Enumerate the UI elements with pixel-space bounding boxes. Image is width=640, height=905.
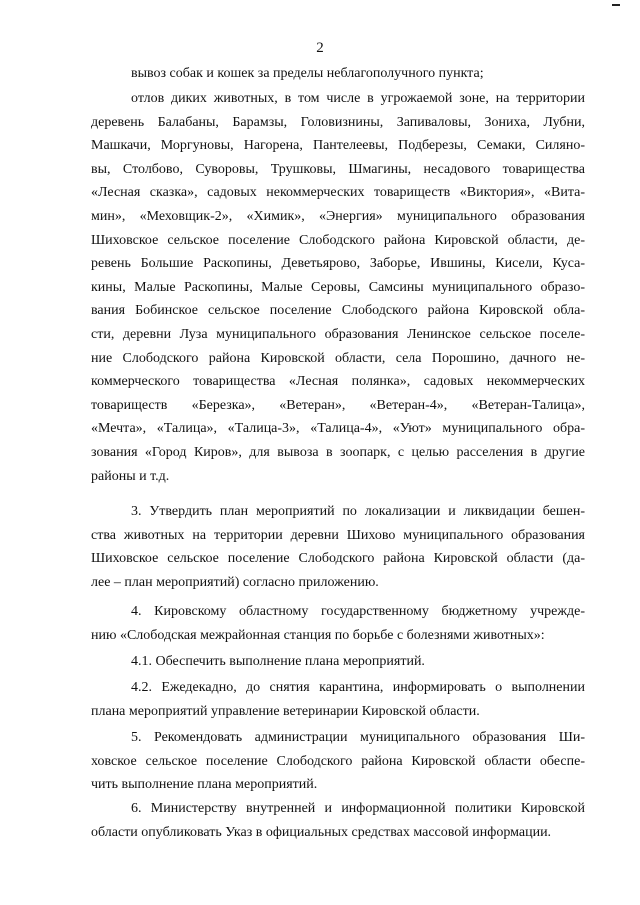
- text-line: товариществ «Березка», «Ветеран», «Ветеран-4», «Ветеран-Талица»,: [91, 397, 585, 413]
- text-line: 3. Утвердить план мероприятий по локализации и ликвидации бешен-: [131, 504, 585, 519]
- text-line: ревень Большие Раскопины, Деветьярово, Заборье, Ившины, Кисели, Куса-: [91, 256, 585, 272]
- text-line: сти, деревни Луза муниципального образования Ленинское сельское поселе-: [91, 326, 585, 342]
- paragraph-item-6: [91, 797, 585, 844]
- text-line: «Лесная сказка», садовых некоммерческих товариществ «Виктория», «Вита-: [91, 185, 585, 201]
- text-line: коммерческого товарищества «Лесная полянка», садовых некоммерческих: [91, 374, 585, 390]
- text-line: плана мероприятий управление ветеринарии Кировской области.: [91, 703, 480, 719]
- page-number: 2: [316, 40, 324, 56]
- text-line: отлов диких животных, в том числе в угрожаемой зоне, на территории: [131, 91, 585, 106]
- text-line: мин», «Меховщик-2», «Химик», «Энергия» муниципального образования: [91, 208, 585, 224]
- text-line: чить выполнение плана мероприятий.: [91, 777, 318, 793]
- text-line: 4.2. Ежедекадно, до снятия карантина, информировать о выполнении: [131, 680, 585, 695]
- paragraph-item-4-1: [91, 650, 585, 674]
- text-line: 5. Рекомендовать администрации муниципального образования Ши-: [131, 730, 585, 745]
- text-line: лее – план мероприятий) согласно приложению.: [91, 574, 379, 590]
- text-line: нию «Слободская межрайонная станция по борьбе с болезнями животных»:: [91, 627, 545, 643]
- text-line: ства животных на территории деревни Шихово муниципального образования: [91, 527, 585, 543]
- paragraph-item-3: [91, 500, 585, 594]
- text-line: ние Слободского района Кировской области, села Порошино, дачного не-: [91, 350, 585, 366]
- text-line: 4. Кировскому областному государственному бюджетному учрежде-: [131, 604, 585, 619]
- text-line: Шиховское сельское поселение Слободского района Кировской области, де-: [91, 232, 585, 248]
- scan-mark: [612, 4, 620, 6]
- text-line: «Мечта», «Талица», «Талица-3», «Талица-4», «Уют» муниципального обра-: [91, 421, 585, 437]
- text-line: вы, Столбово, Суворовы, Трушковы, Шмагины, несадового товарищества: [91, 161, 585, 177]
- text-line: районы и т.д.: [91, 468, 170, 484]
- text-line: деревень Балабаны, Барамзы, Головизнины, Запиваловы, Зониха, Лубни,: [91, 114, 585, 130]
- text-line: Шиховское сельское поселение Слободского района Кировской области (да-: [91, 551, 585, 567]
- text-line: вания Бобинское сельское поселение Слободского района Кировской обла-: [91, 303, 585, 319]
- text-line: зования «Город Киров», для вывоза в зоопарк, с целью расселения в другие: [91, 444, 585, 460]
- paragraph-wild-animal-capture: [91, 87, 585, 488]
- paragraph-dog-cat-removal: [91, 62, 585, 86]
- text-line: 6. Министерству внутренней и информационной политики Кировской: [131, 801, 585, 816]
- text-line: кины, Малые Раскопины, Малые Серовы, Самсины муниципального образо-: [91, 279, 585, 295]
- text-line: области опубликовать Указ в официальных средствах массовой информации.: [91, 824, 552, 840]
- text-line: вывоз собак и кошек за пределы неблагополучного пункта;: [131, 66, 484, 81]
- text-line: ховское сельское поселение Слободского района Кировской области обеспе-: [91, 753, 585, 769]
- paragraph-item-4-2: [91, 676, 585, 723]
- paragraph-item-5: [91, 726, 585, 797]
- paragraph-item-4: [91, 600, 585, 647]
- text-line: 4.1. Обеспечить выполнение плана мероприятий.: [131, 654, 425, 669]
- text-line: Машкачи, Моргуновы, Нагорена, Пантелеевы, Подберезы, Семаки, Силяно-: [91, 138, 585, 154]
